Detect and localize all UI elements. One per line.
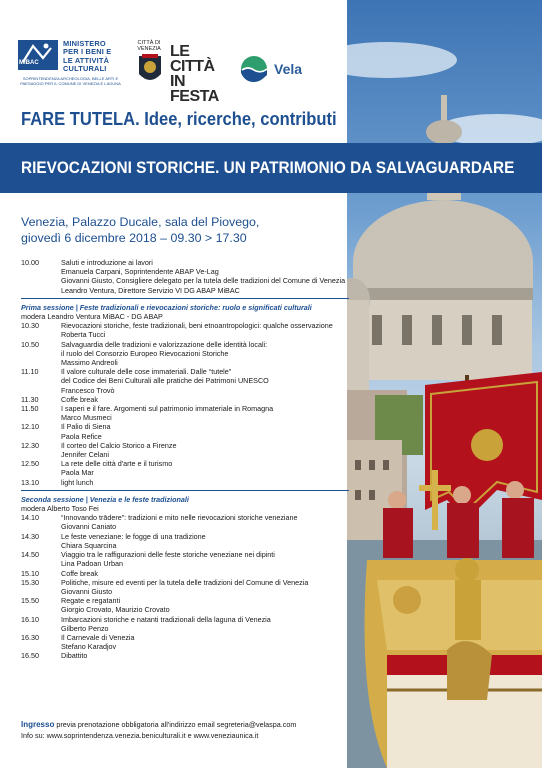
item-line: I saperi e il fare. Argomenti sul patrimonio immateriale in Romagna <box>61 404 274 414</box>
program-item <box>21 550 351 568</box>
item-line: Chiara Squarcina <box>61 540 117 550</box>
program <box>21 258 351 661</box>
citta-word: LE <box>170 43 190 60</box>
program-item <box>21 459 351 477</box>
item-time: 12.30 <box>21 440 39 450</box>
program-item <box>21 633 351 651</box>
item-line: Stefano Karadjov <box>61 642 117 652</box>
item-line: Politiche, misure ed eventi per la tutela delle tradizioni del Comune di Venezia <box>61 577 309 587</box>
item-line: Il Palio di Siena <box>61 422 111 432</box>
item-line: Paola Mar <box>61 468 94 478</box>
item-time: 10.00 <box>21 258 39 267</box>
program-item <box>21 404 351 422</box>
item-desc <box>61 395 351 404</box>
program-item <box>21 258 351 295</box>
item-time: 11.10 <box>21 367 39 377</box>
divider <box>21 490 349 491</box>
vela-wave-icon <box>240 55 268 83</box>
program-item <box>21 651 351 660</box>
item-time: 16.50 <box>21 651 39 661</box>
item-line: Coffe break <box>61 394 99 404</box>
mibac-line: LE ATTIVITÀ <box>63 55 110 65</box>
program-item <box>21 532 351 550</box>
item-desc <box>61 404 351 422</box>
program-item <box>21 569 351 578</box>
item-desc <box>61 569 351 578</box>
venue-date: giovedì 6 dicembre 2018 – 09.30 > 17.30 <box>21 231 247 245</box>
item-desc <box>61 578 351 596</box>
mibac-line: PER I BENI E <box>63 47 112 57</box>
item-desc <box>61 532 351 550</box>
program-item <box>21 441 351 459</box>
item-line: Coffe break <box>61 568 99 578</box>
program-item <box>21 422 351 440</box>
program-item <box>21 578 351 596</box>
item-line: Lina Padoan Urban <box>61 559 123 569</box>
item-line: il ruolo del Consorzio Europeo Rievocazioni Storiche <box>61 348 229 358</box>
program-item <box>21 367 351 395</box>
le-citta-in-festa-logo <box>132 40 232 105</box>
item-desc <box>61 441 351 459</box>
item-time: 10.30 <box>21 321 39 331</box>
item-line: Dibattito <box>61 651 88 661</box>
program-item <box>21 478 351 487</box>
item-line: Il valore culturale delle cose immateriali. Dalle “tutele” <box>61 367 232 377</box>
footer <box>21 719 351 741</box>
item-line: Il corteo del Calcio Storico a Firenze <box>61 440 177 450</box>
item-desc <box>61 651 351 660</box>
item-time: 14.50 <box>21 550 39 560</box>
session-2-title: Seconda sessione | Venezia e le feste tradizionali <box>21 494 189 504</box>
item-desc <box>61 340 351 368</box>
item-line: Imbarcazioni storiche e natanti tradizionali della laguna di Venezia <box>61 614 271 624</box>
item-line: del Codice dei Beni Culturali alle pratiche dei Patrimoni UNESCO <box>61 376 269 386</box>
item-line: light lunch <box>61 477 94 487</box>
info-links[interactable]: Info su: www.soprintendenza.venezia.beniculturali.it e www.veneziaunica.it <box>21 731 259 740</box>
mibac-line: MINISTERO <box>63 39 106 48</box>
item-time: 12.10 <box>21 422 39 432</box>
item-desc <box>61 550 351 568</box>
item-line: Giorgio Crovato, Maurizio Crovato <box>61 605 170 615</box>
item-line: Giovanni Giusto <box>61 586 113 596</box>
program-item <box>21 395 351 404</box>
item-time: 16.30 <box>21 632 39 642</box>
venue-place: Venezia, Palazzo Ducale, sala del Piovego, <box>21 215 260 229</box>
ingresso-text[interactable]: previa prenotazione obbligatoria all'indirizzo email segreteria@velaspa.com <box>56 720 297 729</box>
item-line: Il Carnevale di Venezia <box>61 632 135 642</box>
item-time: 15.30 <box>21 577 39 587</box>
venezia-crest-icon <box>137 54 163 86</box>
citta-word: IN FESTA <box>170 73 219 105</box>
mibac-line: CULTURALI <box>63 64 107 74</box>
item-line: Jennifer Celani <box>61 450 109 460</box>
item-line: Francesco Trovò <box>61 385 115 395</box>
item-time: 15.10 <box>21 568 39 578</box>
program-item <box>21 615 351 633</box>
program-item <box>21 596 351 614</box>
item-line: Regate e regatanti <box>61 596 121 606</box>
ingresso-label: Ingresso <box>21 720 55 729</box>
divider <box>21 298 349 299</box>
item-desc <box>61 367 351 395</box>
vela-logo <box>240 55 320 85</box>
item-time: 11.30 <box>21 394 39 404</box>
item-desc <box>61 513 351 531</box>
item-desc <box>61 615 351 633</box>
mibac-logo <box>18 39 121 110</box>
item-desc <box>61 459 351 477</box>
item-time: 14.30 <box>21 531 39 541</box>
mibac-subtitle: SOPRINTENDENZA ARCHEOLOGIA, BELLE ARTI E PAESAGGIO PER IL COMUNE DI VENEZIA E LAGUNA <box>20 76 121 86</box>
session-1-title: Prima sessione | Feste tradizionali e rievocazioni storiche: ruolo e significati culturali <box>21 302 312 312</box>
item-line: Rievocazioni storiche, feste tradizionali, beni etnoantropologici: qualche osservazione <box>61 321 333 331</box>
item-line: Roberta Tucci <box>61 330 106 340</box>
item-line: La rete delle città d'arte e il turismo <box>61 459 173 469</box>
basilica-gondola-illustration <box>347 0 542 768</box>
item-desc <box>61 321 351 339</box>
vela-name: Vela <box>274 61 303 77</box>
program-item <box>21 513 351 531</box>
program-item <box>21 340 351 368</box>
hero-photo <box>347 0 542 768</box>
series-title: FARE TUTELA. Idee, ricerche, contributi <box>21 109 337 129</box>
item-line: Giovanni Giusto, Consigliere delegato per la tutela delle tradizioni del Comune di Venezia <box>61 276 346 286</box>
item-time: 12.50 <box>21 459 39 469</box>
item-time: 16.10 <box>21 614 39 624</box>
session-1-moderator: modera Leandro Ventura MiBAC - DG ABAP <box>21 312 163 322</box>
item-line: Le feste veneziane: le fogge di una tradizione <box>61 531 206 541</box>
item-time: 10.50 <box>21 339 39 349</box>
item-time: 14.10 <box>21 513 39 523</box>
ingresso-line <box>21 719 351 730</box>
item-line: Gilberto Penzo <box>61 623 109 633</box>
item-line: Saluti e introduzione ai lavori <box>61 258 153 267</box>
item-line: Emanuela Carpani, Soprintendente ABAP Ve-Lag <box>61 267 219 277</box>
program-item <box>21 321 351 339</box>
item-time: 13.10 <box>21 477 39 487</box>
item-desc <box>61 596 351 614</box>
item-line: Giovanni Caniato <box>61 522 117 532</box>
item-time: 11.50 <box>21 404 39 414</box>
event-title: RIEVOCAZIONI STORICHE. UN PATRIMONIO DA SALVAGUARDARE <box>21 159 515 177</box>
item-desc <box>61 258 351 295</box>
item-line: Paola Refice <box>61 431 102 441</box>
item-time: 15.50 <box>21 596 39 606</box>
item-line: Salvaguardia delle tradizioni e valorizzazione delle identità locali: <box>61 339 268 349</box>
item-line: Viaggio tra le raffigurazioni delle feste storiche veneziane nei dipinti <box>61 550 275 560</box>
mibac-mark <box>18 40 58 70</box>
citta-di-venezia-label: CITTÀ DI VENEZIA <box>137 40 161 52</box>
session-2-moderator: modera Alberto Toso Fei <box>21 504 99 514</box>
item-desc <box>61 478 351 487</box>
venue-info <box>21 214 259 246</box>
le-citta-in-festa-text <box>170 44 232 104</box>
item-line: “Innovando trādere”: tradizioni e mito nelle rievocazioni storiche veneziane <box>61 513 298 523</box>
item-line: Marco Musmeci <box>61 413 112 423</box>
item-line: Leandro Ventura, Direttore Servizio VI DG ABAP MiBAC <box>61 285 240 295</box>
item-desc <box>61 633 351 651</box>
item-line: Massimo Andreoli <box>61 358 118 368</box>
item-desc <box>61 422 351 440</box>
mibac-name <box>63 40 111 74</box>
citta-word: CITTÀ <box>170 58 215 75</box>
mibac-tag: MiBAC <box>19 60 39 66</box>
